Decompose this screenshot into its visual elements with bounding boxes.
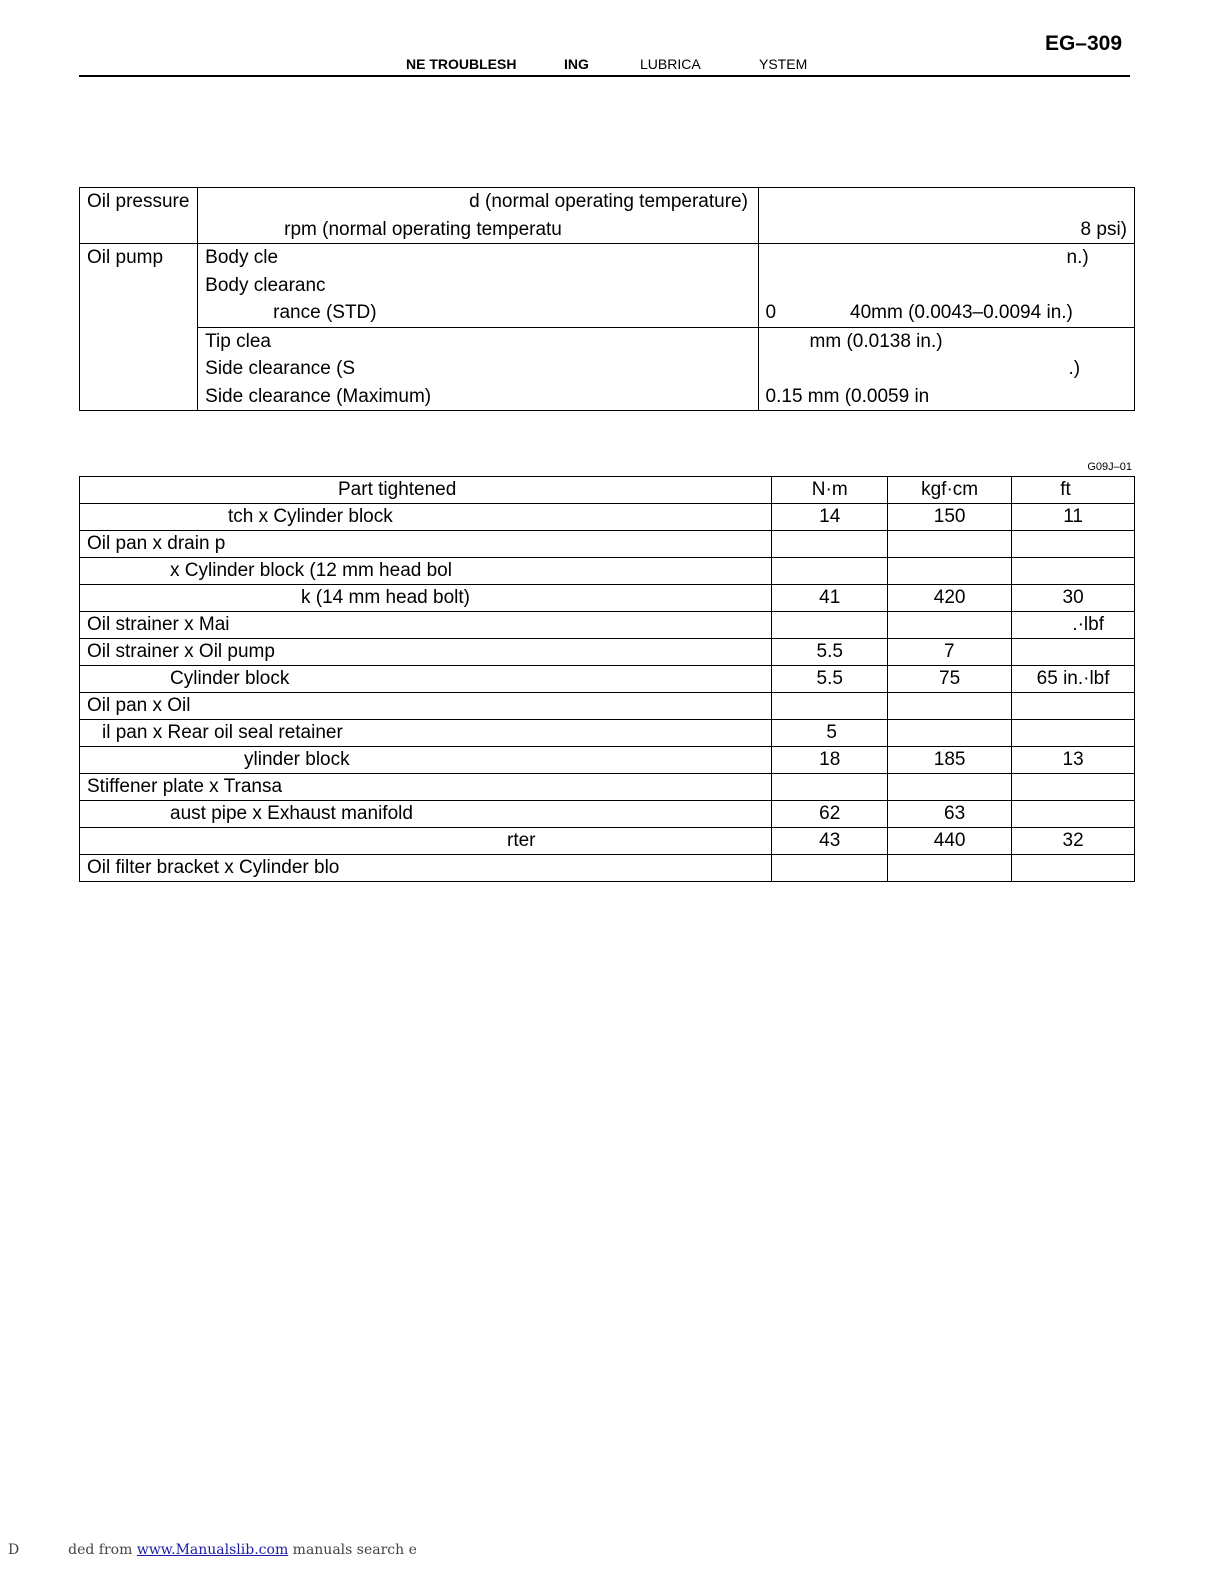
nm-cell: [772, 693, 888, 720]
table-row: [80, 272, 1135, 300]
kgfcm-cell: [888, 720, 1012, 747]
nm-cell: [772, 531, 888, 558]
table-header-row: [80, 477, 1135, 504]
footer-text: ded from: [68, 1542, 133, 1558]
header-part: NE TROUBLESH: [406, 56, 517, 72]
table-row: [80, 720, 1135, 747]
spec-condition: Body clearanc: [198, 272, 758, 300]
spec-value: 8 psi): [758, 216, 1134, 244]
kgfcm-cell: [888, 693, 1012, 720]
part-cell: Oil strainer x Oil pump: [80, 639, 772, 666]
part-cell: Oil strainer x Mai: [80, 612, 772, 639]
nm-cell: 18: [772, 747, 888, 774]
spec-item: Oil pump: [80, 244, 198, 411]
spec-condition: Tip clea: [198, 327, 758, 355]
table-row: [80, 666, 1135, 693]
spec-condition: Side clearance (Maximum): [198, 383, 758, 411]
table-row: [80, 355, 1135, 383]
ftlbf-cell: 11: [1012, 504, 1135, 531]
nm-cell: 41: [772, 585, 888, 612]
table-row: [80, 774, 1135, 801]
kgfcm-cell: [888, 612, 1012, 639]
table-row: [80, 693, 1135, 720]
part-cell: x Cylinder block (12 mm head bol: [80, 558, 772, 585]
table-row: [80, 747, 1135, 774]
part-cell: aust pipe x Exhaust manifold: [80, 801, 772, 828]
ftlbf-cell: 65 in.·lbf: [1012, 666, 1135, 693]
spec-item: Oil pressure: [80, 188, 198, 244]
spec-value: n.): [758, 244, 1134, 272]
kgfcm-cell: [888, 558, 1012, 585]
table-row: [80, 855, 1135, 882]
kgfcm-cell: [888, 855, 1012, 882]
spec-value: mm (0.0138 in.): [758, 327, 1134, 355]
kgfcm-cell: 440: [888, 828, 1012, 855]
kgfcm-cell: 185: [888, 747, 1012, 774]
table-row: [80, 585, 1135, 612]
kgfcm-cell: 420: [888, 585, 1012, 612]
part-cell: Oil filter bracket x Cylinder blo: [80, 855, 772, 882]
nm-cell: 43: [772, 828, 888, 855]
table-row: [80, 639, 1135, 666]
part-cell: il pan x Rear oil seal retainer: [80, 720, 772, 747]
nm-cell: 14: [772, 504, 888, 531]
nm-cell: [772, 774, 888, 801]
table-row: [80, 612, 1135, 639]
column-header: ft: [1012, 477, 1135, 504]
table-row: [80, 801, 1135, 828]
ftlbf-cell: 13: [1012, 747, 1135, 774]
header-part: LUBRICA: [640, 56, 701, 72]
nm-cell: [772, 612, 888, 639]
table-row: [80, 504, 1135, 531]
nm-cell: 5.5: [772, 639, 888, 666]
ftlbf-cell: [1012, 774, 1135, 801]
part-cell: Cylinder block: [80, 666, 772, 693]
ftlbf-cell: [1012, 531, 1135, 558]
spec-condition: Body cle: [198, 244, 758, 272]
table-row: [80, 383, 1135, 411]
table-row: [80, 531, 1135, 558]
nm-cell: [772, 558, 888, 585]
spec-condition: d (normal operating temperature): [198, 188, 758, 216]
ftlbf-cell: [1012, 558, 1135, 585]
page-number: EG–309: [1044, 32, 1122, 55]
footer-prefix: D: [8, 1542, 20, 1558]
spec-value: [758, 188, 1134, 216]
spec-condition: rance (STD): [198, 299, 758, 327]
part-cell: Oil pan x Oil: [80, 693, 772, 720]
table-row: [80, 828, 1135, 855]
part-cell: Stiffener plate x Transa: [80, 774, 772, 801]
table-row: [80, 216, 1135, 244]
kgfcm-cell: 63: [888, 801, 1012, 828]
nm-cell: 62: [772, 801, 888, 828]
ftlbf-cell: [1012, 720, 1135, 747]
nm-cell: [772, 855, 888, 882]
kgfcm-cell: [888, 531, 1012, 558]
spec-value: .): [758, 355, 1134, 383]
part-cell: rter: [80, 828, 772, 855]
service-spec-table: [79, 187, 1135, 411]
ftlbf-cell: 30: [1012, 585, 1135, 612]
column-header: N·m: [772, 477, 888, 504]
kgfcm-cell: 75: [888, 666, 1012, 693]
part-cell: ylinder block: [80, 747, 772, 774]
spec-condition: Side clearance (S: [198, 355, 758, 383]
section-header: [79, 55, 1130, 77]
part-cell: Oil pan x drain p: [80, 531, 772, 558]
column-header: Part tightened: [80, 477, 772, 504]
part-cell: k (14 mm head bolt): [80, 585, 772, 612]
column-header: kgf·cm: [888, 477, 1012, 504]
torque-spec-table: [79, 476, 1135, 882]
manualslib-link[interactable]: www.Manualslib.com: [136, 1542, 289, 1558]
nm-cell: 5: [772, 720, 888, 747]
table-row: [80, 244, 1135, 272]
ftlbf-cell: .·lbf: [1012, 612, 1135, 639]
kgfcm-cell: [888, 774, 1012, 801]
part-cell: tch x Cylinder block: [80, 504, 772, 531]
ftlbf-cell: [1012, 855, 1135, 882]
kgfcm-cell: 7: [888, 639, 1012, 666]
footer-text: manuals search e: [292, 1542, 417, 1558]
ftlbf-cell: 32: [1012, 828, 1135, 855]
spec-value: 0 40mm (0.0043–0.0094 in.): [758, 299, 1134, 327]
spec-value: 0.15 mm (0.0059 in: [758, 383, 1134, 411]
table-row: [80, 299, 1135, 327]
ftlbf-cell: [1012, 639, 1135, 666]
spec-condition: rpm (normal operating temperatu: [198, 216, 758, 244]
table-row: [80, 558, 1135, 585]
header-part: ING: [564, 56, 589, 72]
spec-value: [758, 272, 1134, 300]
nm-cell: 5.5: [772, 666, 888, 693]
figure-code: G09J–01: [1087, 461, 1132, 473]
ftlbf-cell: [1012, 801, 1135, 828]
ftlbf-cell: [1012, 693, 1135, 720]
kgfcm-cell: 150: [888, 504, 1012, 531]
header-part: YSTEM: [759, 56, 808, 72]
download-footer: [8, 1542, 417, 1558]
table-row: [80, 188, 1135, 216]
table-row: [80, 327, 1135, 355]
